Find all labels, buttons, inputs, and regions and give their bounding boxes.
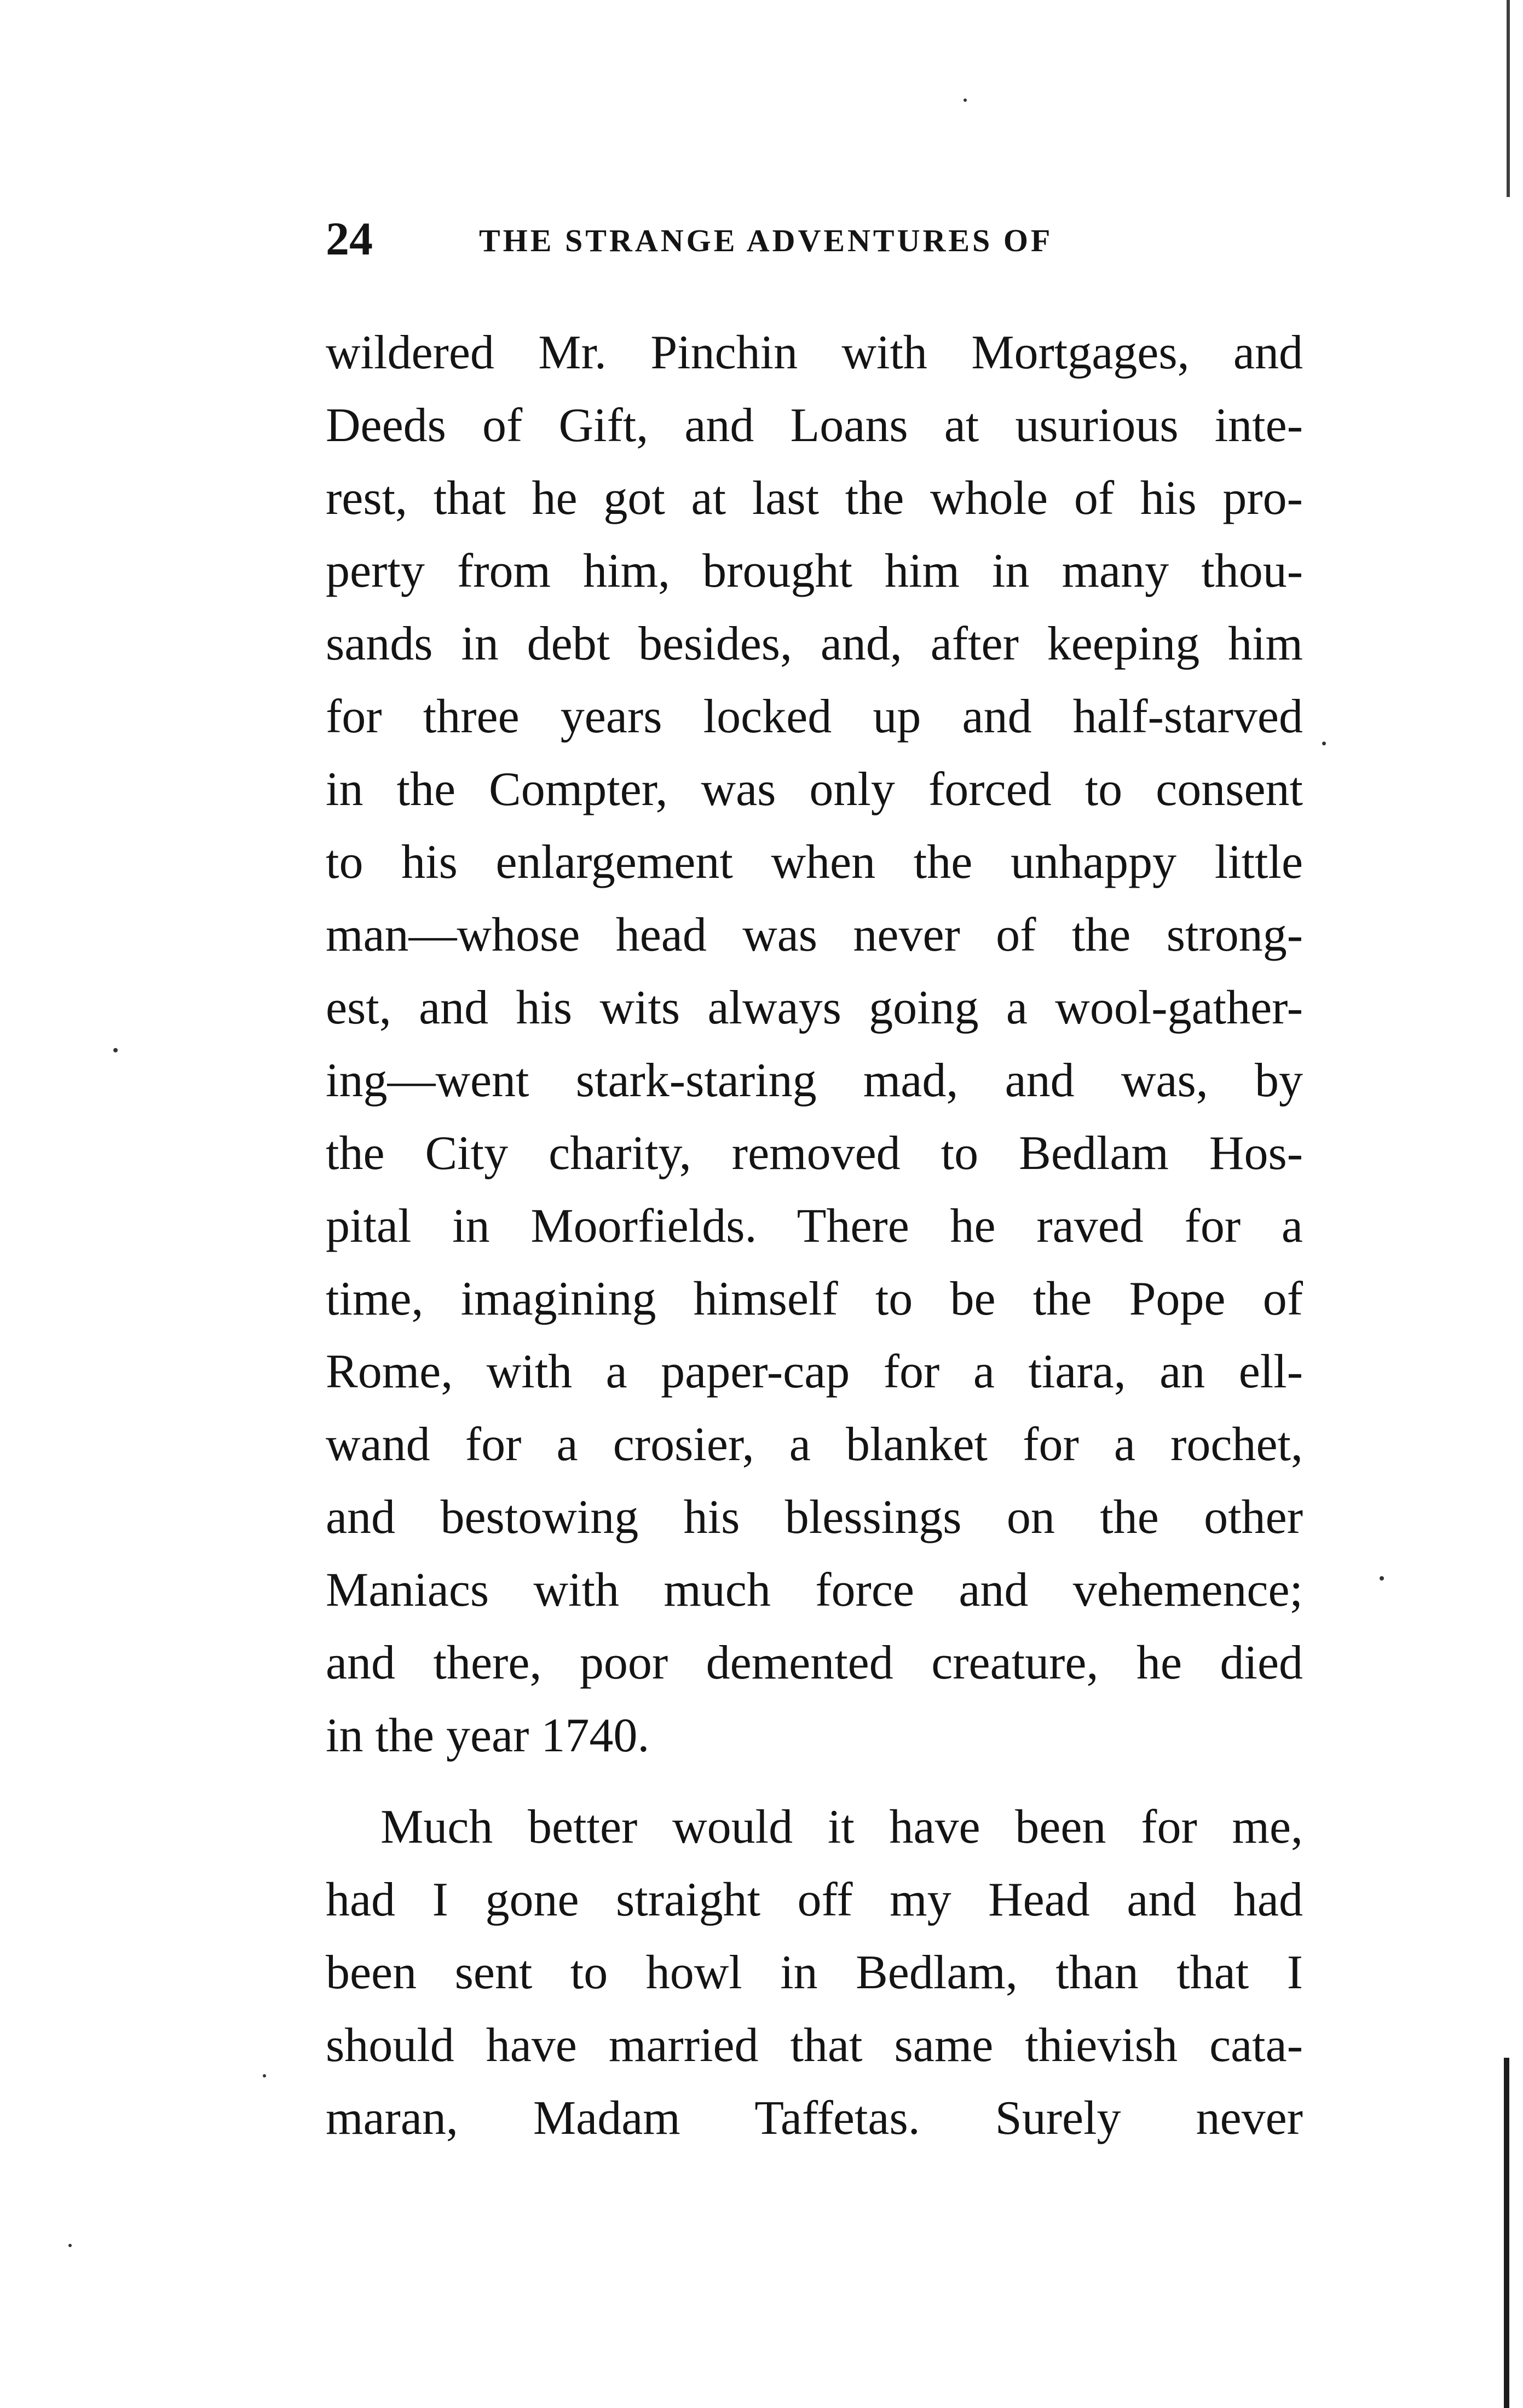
scan-speck [1380,1576,1384,1581]
text-line: Rome, with a paper-cap for a tiara, an ell- [326,1345,1303,1398]
text-line: wildered Mr. Pinchin with Mortgages, and [326,326,1303,379]
text-line: Maniacs with much force and vehemence; [326,1564,1303,1617]
scan-edge-line-bottom [1504,2058,1509,2408]
text-line: for three years locked up and half-starved [326,690,1303,743]
scan-speck [68,2244,72,2247]
text-line: to his enlargement when the unhappy little [326,836,1303,889]
running-title: THE STRANGE ADVENTURES OF [479,223,1053,258]
page-header [326,211,1311,266]
text-line: been sent to howl in Bedlam, than that I [326,1946,1303,1999]
text-line: wand for a crosier, a blanket for a rochet, [326,1418,1303,1471]
text-line: est, and his wits always going a wool-gather- [326,981,1303,1034]
text-line: in the Compter, was only forced to consent [326,763,1303,816]
paragraph [326,1791,1303,2155]
text-line: maran, Madam Taffetas. Surely never [326,2092,1303,2145]
text-line: in the year 1740. [326,1709,650,1762]
text-line: rest, that he got at last the whole of his pro- [326,472,1303,525]
text-line: should have married that same thievish cata- [326,2019,1303,2072]
scan-speck [964,99,967,102]
body-text [326,316,1303,2155]
text-line: the City charity, removed to Bedlam Hos- [326,1127,1303,1180]
paragraph [326,316,1303,1772]
text-line: and bestowing his blessings on the other [326,1491,1303,1544]
text-line: pital in Moorfields. There he raved for a [326,1200,1303,1253]
text-line: man—whose head was never of the strong- [326,908,1303,962]
text-line: perty from him, brought him in many thou- [326,545,1303,598]
scan-edge-line-top [1507,0,1510,197]
page-number: 24 [326,212,373,265]
text-line: had I gone straight off my Head and had [326,1873,1303,1926]
scan-speck [1322,742,1326,745]
text-line: Much better would it have been for me, [380,1801,1303,1854]
text-line: Deeds of Gift, and Loans at usurious inte- [326,399,1303,452]
text-line: time, imagining himself to be the Pope of [326,1272,1303,1325]
scan-speck [263,2074,266,2077]
scan-speck [113,1048,118,1052]
text-line: ing—went stark-staring mad, and was, by [326,1054,1303,1107]
text-line: and there, poor demented creature, he died [326,1636,1303,1689]
text-line: sands in debt besides, and, after keeping him [326,617,1303,670]
